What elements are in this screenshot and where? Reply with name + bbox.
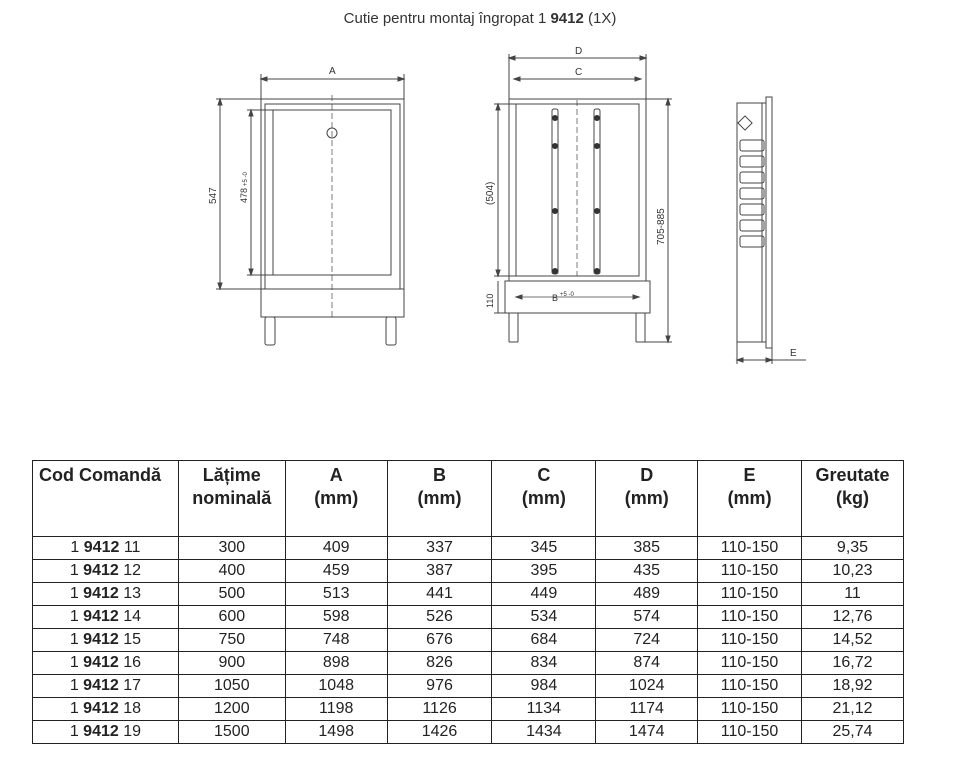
cell-weight: 9,35 [801, 537, 903, 560]
code-part-mid: 9412 [83, 608, 119, 625]
cell-a: 598 [285, 606, 387, 629]
header-greutate: Greutate (kg) [801, 461, 903, 537]
table-row [33, 606, 904, 629]
cell-c: 345 [492, 537, 596, 560]
cell-e: 110-150 [698, 583, 802, 606]
cell-code [33, 537, 179, 560]
code-part-mid: 9412 [83, 631, 119, 648]
cell-d: 1474 [596, 721, 698, 744]
cell-code [33, 583, 179, 606]
label-h-outer: 547 [208, 187, 219, 204]
label-h-frame: (504) [485, 181, 496, 205]
cell-e: 110-150 [698, 629, 802, 652]
header-a: A (mm) [285, 461, 387, 537]
cell-b: 441 [387, 583, 492, 606]
cell-width: 750 [178, 629, 285, 652]
table-row [33, 560, 904, 583]
label-B-tol: +5 -0 [560, 292, 574, 298]
cell-d: 874 [596, 652, 698, 675]
code-part-post: 14 [123, 608, 142, 625]
title-bold-code: 9412 [550, 10, 584, 27]
front-view [216, 74, 404, 345]
cell-a: 459 [285, 560, 387, 583]
cell-b: 826 [387, 652, 492, 675]
header-latime: Lățime nominală [178, 461, 285, 537]
cell-width: 1050 [178, 675, 285, 698]
cell-d: 385 [596, 537, 698, 560]
cell-c: 395 [492, 560, 596, 583]
table-row [33, 721, 904, 744]
cell-e: 110-150 [698, 560, 802, 583]
label-h-inner-tol: +5 -0 [243, 172, 249, 186]
code-part-pre: 1 [69, 723, 79, 740]
header-b: B (mm) [387, 461, 492, 537]
code-part-post: 11 [123, 539, 141, 556]
cell-c: 449 [492, 583, 596, 606]
cell-a: 898 [285, 652, 387, 675]
table-row [33, 652, 904, 675]
cell-d: 574 [596, 606, 698, 629]
code-part-mid: 9412 [83, 654, 119, 671]
cell-weight: 25,74 [801, 721, 903, 744]
cell-b: 676 [387, 629, 492, 652]
cell-weight: 18,92 [801, 675, 903, 698]
code-part-mid: 9412 [83, 677, 119, 694]
label-C: C [575, 67, 583, 78]
table-row [33, 698, 904, 721]
code-part-pre: 1 [69, 654, 79, 671]
cell-width: 300 [178, 537, 285, 560]
code-part-pre: 1 [69, 608, 79, 625]
table-body [33, 537, 904, 744]
code-part-post: 18 [123, 700, 142, 717]
cell-weight: 11 [801, 583, 903, 606]
cell-code [33, 721, 179, 744]
profile-view [737, 97, 806, 364]
cell-e: 110-150 [698, 606, 802, 629]
code-part-mid: 9412 [83, 539, 120, 556]
cell-e: 110-150 [698, 721, 802, 744]
cell-b: 387 [387, 560, 492, 583]
cell-c: 684 [492, 629, 596, 652]
cell-a: 1048 [285, 675, 387, 698]
table-row [33, 675, 904, 698]
code-part-pre: 1 [69, 631, 79, 648]
code-part-mid: 9412 [83, 723, 119, 740]
cell-code [33, 675, 179, 698]
cell-width: 900 [178, 652, 285, 675]
cell-weight: 12,76 [801, 606, 903, 629]
cell-e: 110-150 [698, 675, 802, 698]
title-suffix: (1X) [588, 10, 617, 27]
cell-code [33, 698, 179, 721]
cell-a: 513 [285, 583, 387, 606]
cell-a: 409 [285, 537, 387, 560]
cell-d: 1174 [596, 698, 698, 721]
header-d: D (mm) [596, 461, 698, 537]
cell-d: 489 [596, 583, 698, 606]
cell-c: 984 [492, 675, 596, 698]
cell-weight: 21,12 [801, 698, 903, 721]
cell-c: 534 [492, 606, 596, 629]
cell-b: 1126 [387, 698, 492, 721]
label-D: D [575, 46, 583, 57]
cell-e: 110-150 [698, 652, 802, 675]
cell-weight: 14,52 [801, 629, 903, 652]
code-part-pre: 1 [69, 585, 79, 602]
table-row [33, 537, 904, 560]
header-c: C (mm) [492, 461, 596, 537]
code-part-post: 19 [123, 723, 142, 740]
code-part-pre: 1 [69, 700, 79, 717]
label-h-inner: 478 [239, 187, 249, 203]
code-part-post: 13 [123, 585, 142, 602]
code-part-post: 16 [123, 654, 142, 671]
code-part-post: 15 [123, 631, 142, 648]
label-E: E [790, 348, 797, 359]
cell-weight: 16,72 [801, 652, 903, 675]
cell-a: 1498 [285, 721, 387, 744]
table-row [33, 583, 904, 606]
cell-width: 400 [178, 560, 285, 583]
cell-width: 500 [178, 583, 285, 606]
code-part-mid: 9412 [83, 700, 119, 717]
cell-code [33, 629, 179, 652]
cell-e: 110-150 [698, 698, 802, 721]
cell-width: 1200 [178, 698, 285, 721]
code-part-post: 12 [123, 562, 142, 579]
code-part-mid: 9412 [83, 585, 119, 602]
label-h-base: 110 [485, 293, 495, 308]
header-cod: Cod Comandă [33, 461, 179, 537]
cell-c: 1134 [492, 698, 596, 721]
code-part-post: 17 [123, 677, 142, 694]
cell-d: 724 [596, 629, 698, 652]
label-h-range: 705-885 [656, 208, 667, 245]
label-B: B [552, 293, 559, 303]
cell-code [33, 652, 179, 675]
cell-d: 1024 [596, 675, 698, 698]
cell-e: 110-150 [698, 537, 802, 560]
cell-b: 1426 [387, 721, 492, 744]
cell-c: 834 [492, 652, 596, 675]
cell-d: 435 [596, 560, 698, 583]
label-A: A [329, 66, 336, 77]
table-row [33, 629, 904, 652]
code-part-mid: 9412 [83, 562, 119, 579]
code-part-pre: 1 [69, 562, 79, 579]
table-header-row [33, 461, 904, 537]
cell-weight: 10,23 [801, 560, 903, 583]
cell-a: 748 [285, 629, 387, 652]
cell-code [33, 560, 179, 583]
cell-b: 337 [387, 537, 492, 560]
code-part-pre: 1 [69, 677, 79, 694]
cell-c: 1434 [492, 721, 596, 744]
cell-a: 1198 [285, 698, 387, 721]
cell-b: 526 [387, 606, 492, 629]
header-e: E (mm) [698, 461, 802, 537]
cell-code [33, 606, 179, 629]
code-part-pre: 1 [70, 539, 80, 556]
cell-width: 600 [178, 606, 285, 629]
title-prefix: Cutie pentru montaj îngropat 1 [343, 10, 547, 27]
inner-view [494, 54, 672, 342]
spec-table [32, 460, 904, 744]
cell-width: 1500 [178, 721, 285, 744]
cell-b: 976 [387, 675, 492, 698]
